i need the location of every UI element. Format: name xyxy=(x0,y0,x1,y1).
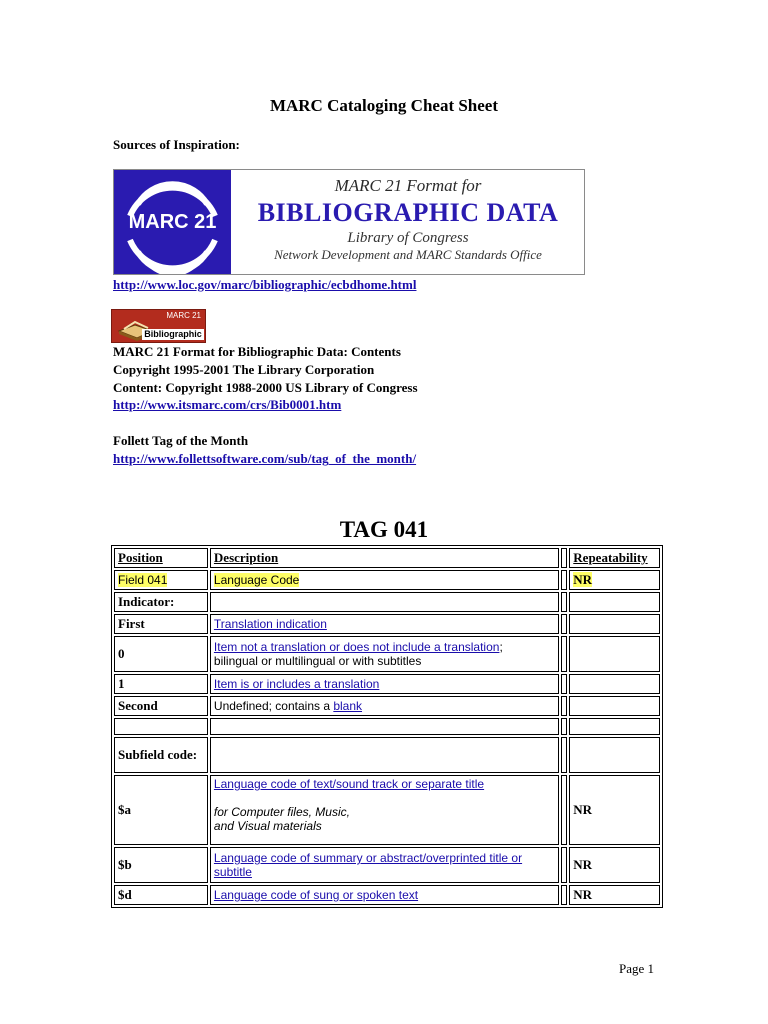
divider-cell xyxy=(561,548,567,568)
page-title: MARC Cataloging Cheat Sheet xyxy=(269,96,499,115)
subfield-label: Subfield code: xyxy=(114,737,208,773)
source2-line3: Content: Copyright 1988-2000 US Library of Congress xyxy=(113,380,418,395)
table-row-a xyxy=(114,775,660,845)
marc21-banner-image xyxy=(113,169,585,275)
table-row-spacer xyxy=(114,718,660,735)
first-position: First xyxy=(114,614,208,634)
table-header-row xyxy=(114,548,660,568)
loc-marc-link[interactable]: http://www.loc.gov/marc/bibliographic/ecbdhome.html xyxy=(113,277,417,292)
a-position: $a xyxy=(114,775,208,845)
marc21-bibliographic-icon xyxy=(111,309,206,343)
source2-line1: MARC 21 Format for Bibliographic Data: Contents xyxy=(113,344,401,359)
itsmarc-link[interactable]: http://www.itsmarc.com/crs/Bib0001.htm xyxy=(113,397,342,412)
indicator-label: Indicator: xyxy=(114,592,208,612)
second-position: Second xyxy=(114,696,208,716)
b-repeatability: NR xyxy=(569,847,660,883)
header-repeatability: Repeatability xyxy=(569,548,660,568)
d-repeatability: NR xyxy=(569,885,660,905)
header-position: Position xyxy=(114,548,208,568)
sources-heading: Sources of Inspiration: xyxy=(113,137,240,152)
tag-title: TAG 041 xyxy=(339,517,429,542)
page-number: Page 1 xyxy=(618,961,654,976)
d-description-link[interactable]: Language code of sung or spoken text xyxy=(213,888,419,902)
field-description: Language Code xyxy=(213,573,300,587)
table-row-b xyxy=(114,847,660,883)
zero-description-rest: bilingual or multilingual or with subtitles xyxy=(213,654,422,668)
second-description-link[interactable]: blank xyxy=(333,699,363,713)
marc21-logo xyxy=(114,170,231,274)
field-repeatability: NR xyxy=(573,572,593,587)
table-row-indicator xyxy=(114,592,660,612)
field-position: Field 041 xyxy=(118,573,168,587)
second-description-text: Undefined; contains a xyxy=(213,699,334,713)
tag-041-table xyxy=(111,545,663,908)
d-position: $d xyxy=(114,885,208,905)
table-row-d xyxy=(114,885,660,905)
a-note1: for Computer files, Music, xyxy=(213,805,350,819)
table-row-field xyxy=(114,570,660,590)
table-row-0: 0 Item not a translation or does not include a translation; bilingual or multilingual or with subtitles xyxy=(114,636,660,672)
banner-line4: Network Development and MARC Standards Office xyxy=(274,247,542,262)
source2-line2: Copyright 1995-2001 The Library Corporation xyxy=(113,362,375,377)
small-icon-bottom-text: Bibliographic xyxy=(142,329,204,340)
marc21-logo-text: MARC 21 xyxy=(128,211,217,233)
one-position: 1 xyxy=(114,674,208,694)
table-row-second xyxy=(114,696,660,716)
one-description-link[interactable]: Item is or includes a translation xyxy=(213,677,380,691)
table-row-1 xyxy=(114,674,660,694)
follett-link[interactable]: http://www.follettsoftware.com/sub/tag_of_the_month/ xyxy=(113,451,417,466)
first-description-link[interactable]: Translation indication xyxy=(213,617,327,631)
a-note2: and Visual materials xyxy=(213,819,322,833)
b-description-link[interactable]: Language code of summary or abstract/overprinted title or subtitle xyxy=(213,851,523,879)
banner-line2: BIBLIOGRAPHIC DATA xyxy=(257,198,559,227)
banner-line1: MARC 21 Format for xyxy=(334,176,482,195)
table-row-first xyxy=(114,614,660,634)
a-description-link[interactable]: Language code of text/sound track or separate title xyxy=(213,777,485,791)
a-repeatability: NR xyxy=(569,775,660,845)
zero-position: 0 xyxy=(114,636,208,672)
banner-line3: Library of Congress xyxy=(347,230,469,246)
b-position: $b xyxy=(114,847,208,883)
zero-description-link[interactable]: Item not a translation or does not include a translation xyxy=(213,640,500,654)
source3-line1: Follett Tag of the Month xyxy=(113,433,249,448)
table-row-subfield xyxy=(114,737,660,773)
small-icon-top-text: MARC 21 xyxy=(166,311,201,320)
header-description: Description xyxy=(210,548,560,568)
